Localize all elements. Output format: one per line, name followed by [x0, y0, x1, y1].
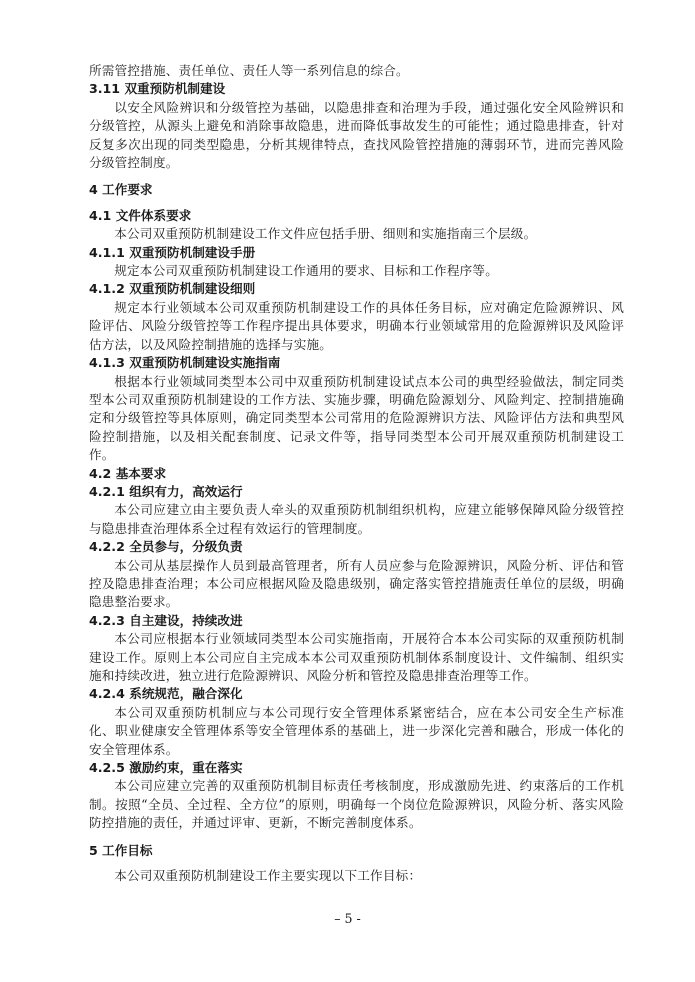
heading-4: 4 工作要求 [89, 182, 153, 198]
heading-4-2: 4.2 基本要求 [89, 465, 167, 481]
paragraph-4-2-3: 本公司应根据本行业领域同类型本公司实施指南，开展符合本本公司实际的双重预防机制建设工作。原则上本公司应自主完成本本公司双重预防机制体系制度设计、文件编制、组织实施和持续改进，独立进行危险源辨识、风险分析和管控及隐患排查治理等工作。 [89, 631, 624, 683]
page-content [89, 62, 624, 885]
paragraph-4-2-1: 本公司应建立由主要负责人牵头的双重预防机制组织机构，应建立能够保障风险分级管控与隐患排查治理体系全过程有效运行的管理制度。 [89, 502, 624, 536]
paragraph-4-1-2: 规定本行业领域本公司双重预防机制建设工作的具体任务目标，应对确定危险源辨识、风险评估、风险分级管控等工作程序提出具体要求，明确本行业领域常用的危险源辨识及风险评估方法，以及风险控制措施的选择与实施。 [89, 299, 624, 352]
paragraph-4-1: 本公司双重预防机制建设工作文件应包括手册、细则和实施指南三个层级。 [114, 226, 537, 242]
page-number: – 5 - [334, 911, 361, 926]
heading-4-2-3: 4.2.3 自主建设，持续改进 [89, 612, 243, 628]
heading-4-2-1: 4.2.1 组织有力，高效运行 [89, 483, 243, 499]
paragraph-4-2-5: 本公司应建立完善的双重预防机制目标责任考核制度，形成激励先进、约束落后的工作机制。按照“全员、全过程、全方位”的原则，明确每一个岗位危险源辨识，风险分析、落实风险防控措施的责任，并通过评审、更新，不断完善制度体系。 [89, 778, 624, 831]
heading-4-1-2: 4.1.2 双重预防机制建设细则 [89, 281, 256, 297]
heading-4-2-5: 4.2.5 激励约束，重在落实 [89, 760, 243, 776]
heading-4-1-1: 4.1.1 双重预防机制建设手册 [89, 244, 256, 260]
heading-4-1-3: 4.1.3 双重预防机制建设实施指南 [89, 355, 281, 371]
heading-4-1: 4.1 文件体系要求 [89, 207, 192, 223]
heading-4-2-2: 4.2.2 全员参与，分级负责 [89, 539, 243, 555]
paragraph-4-1-1: 规定本公司双重预防机制建设工作通用的要求、目标和工作程序等。 [114, 263, 498, 279]
paragraph-4-2-2: 本公司从基层操作人员到最高管理者，所有人员应参与危险源辨识，风险分析、评估和管控及隐患排查治理；本公司应根据风险及隐患级别，确定落实管控措施责任单位的层级，明确隐患整治要求。 [89, 557, 624, 610]
heading-4-2-4: 4.2.4 系统规范，融合深化 [89, 686, 243, 702]
heading-3-11: 3.11 双重预防机制建设 [89, 81, 226, 97]
heading-5: 5 工作目标 [89, 842, 153, 858]
paragraph-3-11: 以安全风险辨识和分级管控为基础，以隐患排查和治理为手段，通过强化安全风险辨识和分级管控，从源头上避免和消除事故隐患，进而降低事故发生的可能性；通过隐患排查，针对反复多次出现的同类型隐患，分析其规律特点，查找风险管控措施的薄弱环节，进而完善风险分级管控制度。 [89, 99, 624, 171]
paragraph-5: 本公司双重预防机制建设工作主要实现以下工作目标： [114, 868, 422, 884]
continuation-paragraph: 所需管控措施、责任单位、责任人等一系列信息的综合。 [89, 63, 409, 78]
paragraph-4-1-3: 根据本行业领域同类型本公司中双重预防机制建设试点本公司的典型经验做法，制定同类型本公司双重预防机制建设的工作方法、实施步骤，明确危险源划分、风险判定、控制措施确定和分级管控等具体原则，确定同类型本公司常用的危险源辨识方法、风险评估方法和典型风险控制措施，以及相关配套制度、记录文件等，指导同类型本公司开展双重预防机制建设工作。 [89, 373, 624, 463]
paragraph-4-2-4: 本公司双重预防机制应与本公司现行安全管理体系紧密结合，应在本公司安全生产标准化、职业健康安全管理体系等安全管理体系的基础上，进一步深化完善和融合，形成一体化的安全管理体系。 [89, 704, 624, 757]
